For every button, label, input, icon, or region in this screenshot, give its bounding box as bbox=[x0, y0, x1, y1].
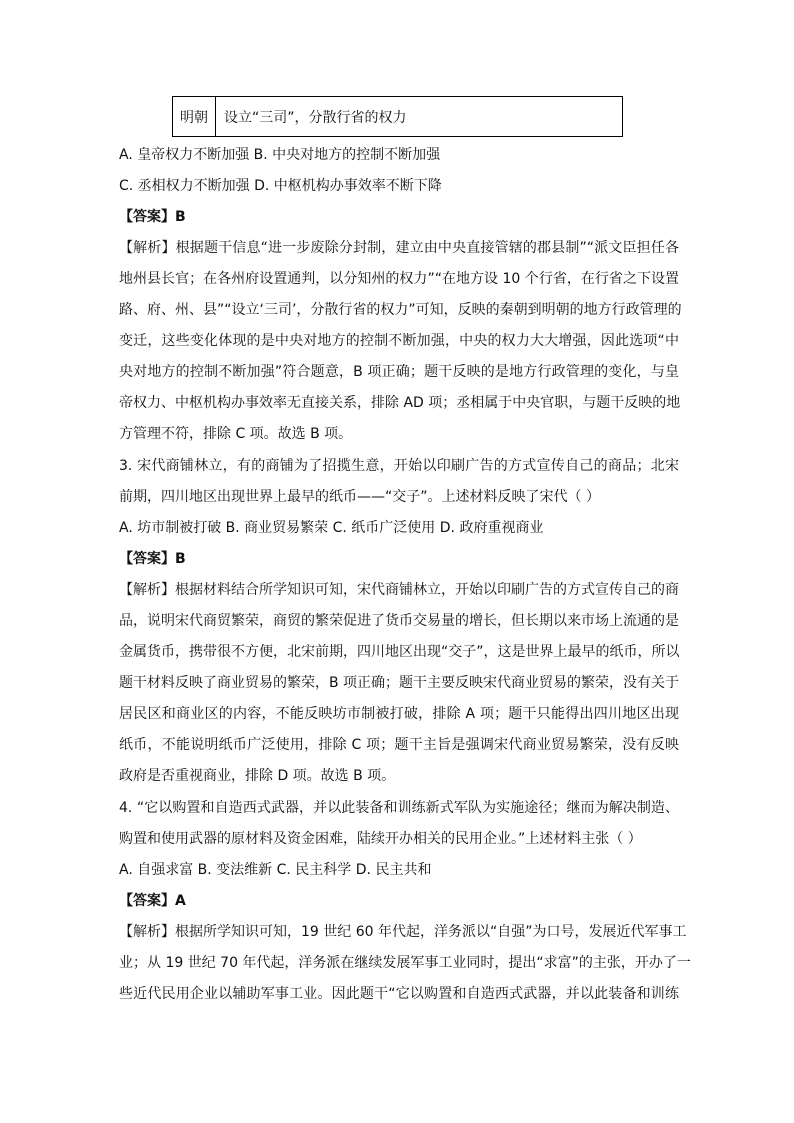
q2-analysis-line: 央对地方的控制不断加强”符合题意，B 项正确；题干反映的是地方行政管理的变化，与皇 bbox=[119, 364, 679, 380]
q3-answer: 【答案】B bbox=[119, 551, 186, 567]
q2-answer: 【答案】B bbox=[119, 209, 186, 225]
q2-analysis-line: 路、府、州、县”“设立‘三司’，分散行省的权力”可知，反映的秦朝到明朝的地方行政管理的 bbox=[119, 302, 682, 318]
q4-stem-line: 4. “它以购置和自造西式武器，并以此装备和训练新式军队为实施途径；继而为解决制造、 bbox=[119, 800, 679, 816]
q2-analysis-line: 帝权力、中枢机构办事效率无直接关系，排除 AD 项；丞相属于中央官职，与题干反映的地 bbox=[119, 395, 681, 411]
q4-analysis-line: 【解析】根据所学知识可知，19 世纪 60 年代起，洋务派以“自强”为口号，发展近代军事工 bbox=[119, 924, 687, 940]
q3-analysis-line: 【解析】根据材料结合所学知识可知，宋代商铺林立，开始以印刷广告的方式宣传自己的商 bbox=[119, 582, 679, 598]
q4-options: A. 自强求富 B. 变法维新 C. 民主科学 D. 民主共和 bbox=[119, 862, 432, 878]
q3-analysis-line: 品，说明宋代商贸繁荣，商贸的繁荣促进了货币交易量的增长，但长期以来市场上流通的是 bbox=[119, 613, 679, 629]
q3-analysis-line: 金属货币，携带很不方便，北宋前期，四川地区出现“交子”，这是世界上最早的纸币，所以 bbox=[119, 644, 680, 660]
table-row bbox=[172, 96, 623, 137]
q4-analysis-line: 业；从 19 世纪 70 年代起，洋务派在继续发展军事工业同时，提出“求富”的主张，开办了一 bbox=[119, 955, 691, 971]
q4-answer: 【答案】A bbox=[119, 893, 186, 909]
q4-analysis-line: 些近代民用企业以辅助军事工业。因此题干“它以购置和自造西式武器，并以此装备和训练 bbox=[119, 986, 679, 1002]
q2-analysis-line: 地州县长官；在各州府设置通判，以分知州的权力”“在地方设 10 个行省，在行省之下设置 bbox=[119, 271, 679, 287]
table-cell-dynasty: 明朝 bbox=[173, 97, 216, 136]
q3-analysis-line: 政府是否重视商业，排除 D 项。故选 B 项。 bbox=[119, 768, 396, 784]
q2-options-line-2: C. 丞相权力不断加强 D. 中枢机构办事效率不断下降 bbox=[119, 178, 442, 194]
q2-analysis-line: 变迁，这些变化体现的是中央对地方的控制不断加强，中央的权力大大增强，因此选项“中 bbox=[119, 333, 679, 349]
q2-analysis-line: 方管理不符，排除 C 项。故选 B 项。 bbox=[119, 426, 353, 442]
q3-analysis-line: 题干材料反映了商业贸易的繁荣，B 项正确；题干主要反映宋代商业贸易的繁荣，没有关于 bbox=[119, 675, 680, 691]
q3-stem-line: 前期，四川地区出现世界上最早的纸币——“交子”。上述材料反映了宋代（ ） bbox=[119, 489, 600, 505]
q3-analysis-line: 纸币，不能说明纸币广泛使用，排除 C 项；题干主旨是强调宋代商业贸易繁荣，没有反映 bbox=[119, 737, 679, 753]
q2-analysis-line: 【解析】根据题干信息“进一步废除分封制，建立由中央直接管辖的郡县制”“派文臣担任各 bbox=[119, 240, 679, 256]
q3-analysis-line: 居民区和商业区的内容，不能反映坊市制被打破，排除 A 项；题干只能得出四川地区出现 bbox=[119, 706, 679, 722]
table-cell-content: 设立“三司”，分散行省的权力 bbox=[224, 109, 407, 126]
q3-stem-line: 3. 宋代商铺林立，有的商铺为了招揽生意，开始以印刷广告的方式宣传自己的商品；北宋 bbox=[119, 458, 679, 474]
q4-stem-line: 购置和使用武器的原材料及资金困难，陆续开办相关的民用企业。”上述材料主张（ ） bbox=[119, 831, 642, 847]
q3-options: A. 坊市制被打破 B. 商业贸易繁荣 C. 纸币广泛使用 D. 政府重视商业 bbox=[119, 520, 544, 536]
q2-options-line-1: A. 皇帝权力不断加强 B. 中央对地方的控制不断加强 bbox=[119, 147, 441, 163]
